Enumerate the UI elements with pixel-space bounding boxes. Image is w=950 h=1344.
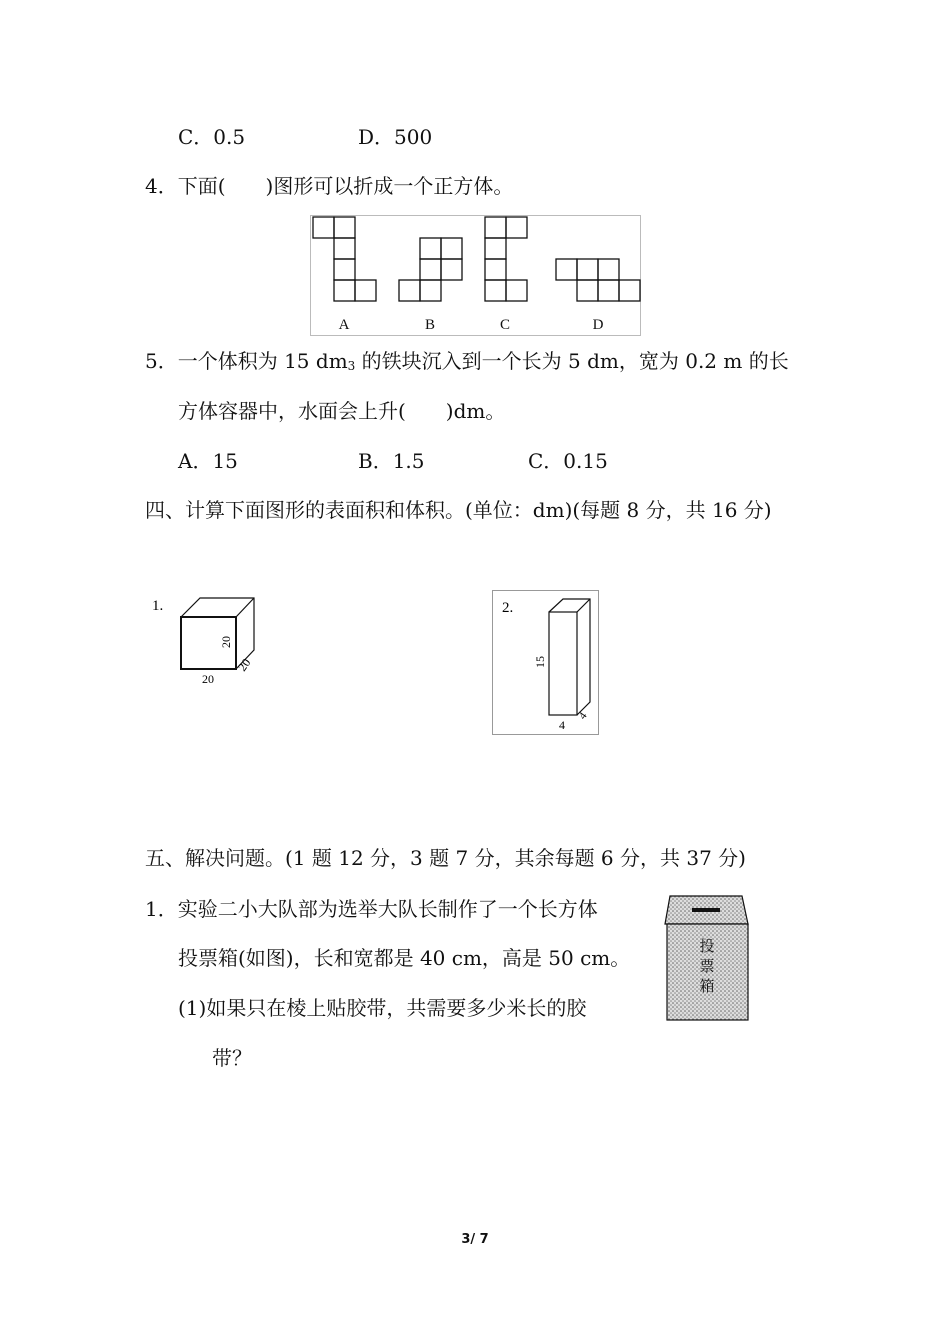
section4-heading: 四、计算下面图形的表面积和体积。(单位：dm)(每题 8 分，共 16 分) xyxy=(145,498,772,522)
fig1-side-label: 20 xyxy=(234,655,254,674)
net-label-c: C xyxy=(499,317,511,333)
net-a xyxy=(313,217,376,301)
fig1-bottom-label: 20 xyxy=(202,672,214,686)
cuboid-figure xyxy=(492,590,600,736)
ballot-box-figure xyxy=(664,894,750,1022)
fig2-depth-label: 4 xyxy=(576,710,590,722)
page-number: 3/ 7 xyxy=(461,1232,489,1247)
problem1-sub1-line2: 带？ xyxy=(212,1046,252,1070)
fig2-number: 2. xyxy=(502,600,514,616)
ballot-box-char-2: 票 xyxy=(699,959,715,975)
section5-heading: 五、解决问题。(1 题 12 分，3 题 7 分，其余每题 6 分，共 37 分) xyxy=(145,846,746,870)
ballot-box-char-1: 投 xyxy=(699,939,715,955)
problem1-sub1-line1: (1)如果只在棱上贴胶带，共需要多少米长的胶 xyxy=(178,996,587,1020)
q5-line1: 5．一个体积为 15 dm3 的铁块沉入到一个长为 5 dm，宽为 0.2 m 的长 xyxy=(145,349,789,373)
cube-figure xyxy=(148,592,268,687)
fig1-number: 1. xyxy=(152,598,164,614)
q3-option-c: C．0.5 xyxy=(178,125,246,149)
problem1-line1: 1．实验二小大队部为选举大队长制作了一个长方体 xyxy=(145,897,598,921)
q5-option-b: B．1.5 xyxy=(358,449,425,473)
net-label-d: D xyxy=(592,317,604,333)
net-b xyxy=(399,238,462,301)
q5-option-a: A．15 xyxy=(178,449,238,473)
net-label-a: A xyxy=(338,317,350,333)
fig2-height-label: 15 xyxy=(533,656,547,668)
cube-nets-figure xyxy=(310,215,642,337)
net-label-b: B xyxy=(424,317,436,333)
ballot-box-char-3: 箱 xyxy=(699,979,715,995)
q4-text: 4．下面( )图形可以折成一个正方体。 xyxy=(145,174,514,198)
fig1-front-label: 20 xyxy=(219,636,233,648)
q5-line2: 方体容器中，水面会上升( )dm。 xyxy=(178,399,506,423)
q3-option-d: D．500 xyxy=(358,125,433,149)
net-c xyxy=(485,217,527,301)
net-d xyxy=(556,259,640,301)
q5-option-c: C．0.15 xyxy=(528,449,608,473)
fig2-width-label: 4 xyxy=(559,718,565,732)
problem1-line2: 投票箱(如图)，长和宽都是 40 cm，高是 50 cm。 xyxy=(178,946,631,970)
